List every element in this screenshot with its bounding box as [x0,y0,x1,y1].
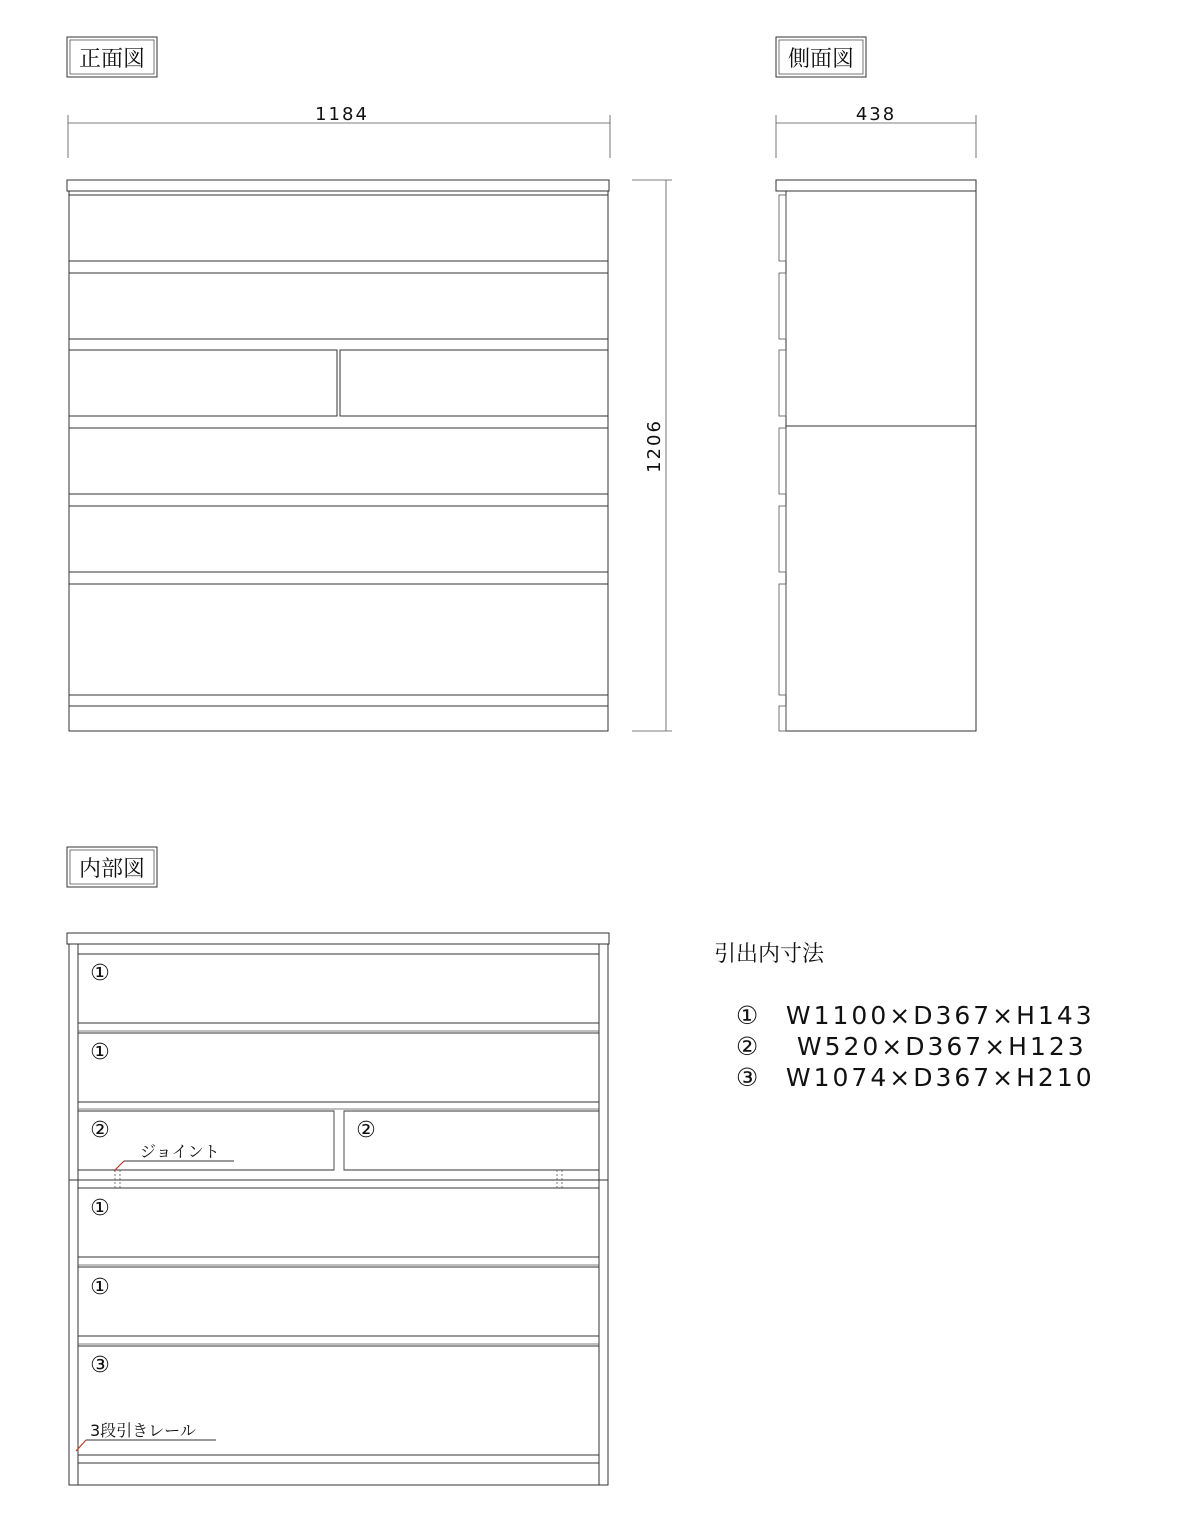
joint-marks [115,1170,562,1188]
inner-marker-drawer-3-right: ② [356,1118,376,1143]
inner-drawer-5 [78,1267,599,1336]
front-body [69,191,608,731]
inner-marker-drawer-2: ① [90,1040,110,1065]
spec-row-1-mark: ① [735,1001,762,1030]
front-width-label: 1184 [315,104,369,125]
inner-drawer-3-right [344,1111,599,1170]
spec-row-3-text: W1074×D367×H210 [785,1063,1095,1092]
front-plinth [69,706,608,731]
inner-marker-drawer-4: ① [90,1196,110,1221]
inner-marker-drawer-1: ① [90,961,110,986]
inner-marker-drawer-5: ① [90,1275,110,1300]
side-drawer-fronts [779,195,786,731]
rail-annotation: 3段引きレール [90,1421,196,1440]
inner-marker-drawer-3-left: ② [90,1118,110,1143]
inner-plinth [78,1463,599,1485]
inner-drawer-2 [78,1033,599,1102]
joint-annotation: ジョイント [140,1142,220,1161]
inner-body [69,944,608,1485]
inner-title: 内部図 [78,857,146,882]
spec-row-2-mark: ② [735,1032,762,1061]
front-view [67,37,672,731]
spec-row-1-text: W1100×D367×H143 [785,1001,1095,1030]
spec-row-3-mark: ③ [735,1063,762,1092]
side-depth-label: 438 [855,104,897,125]
front-title: 正面図 [78,47,146,72]
front-height-label: 1206 [644,419,665,473]
inner-marker-drawer-6: ③ [90,1353,110,1378]
front-drawer-6 [69,584,608,695]
front-drawer-3-left [69,350,337,416]
front-drawer-2 [69,273,608,339]
side-title: 側面図 [787,47,855,72]
side-body [786,191,976,731]
spec-row-2-text: W520×D367×H123 [785,1032,1087,1061]
front-drawer-1 [69,195,608,261]
inner-drawer-1 [78,954,599,1023]
side-top-board [776,180,976,191]
side-view [776,37,976,731]
front-drawer-4 [69,428,608,494]
spec-row-3 [714,1034,1095,1092]
inner-view [67,847,609,1485]
inner-drawer-4 [78,1188,599,1257]
front-top-board [67,180,609,191]
front-drawer-5 [69,506,608,572]
front-drawer-3-right [340,350,608,416]
spec-title: 引出内寸法 [714,942,825,967]
inner-top-board [67,933,609,944]
